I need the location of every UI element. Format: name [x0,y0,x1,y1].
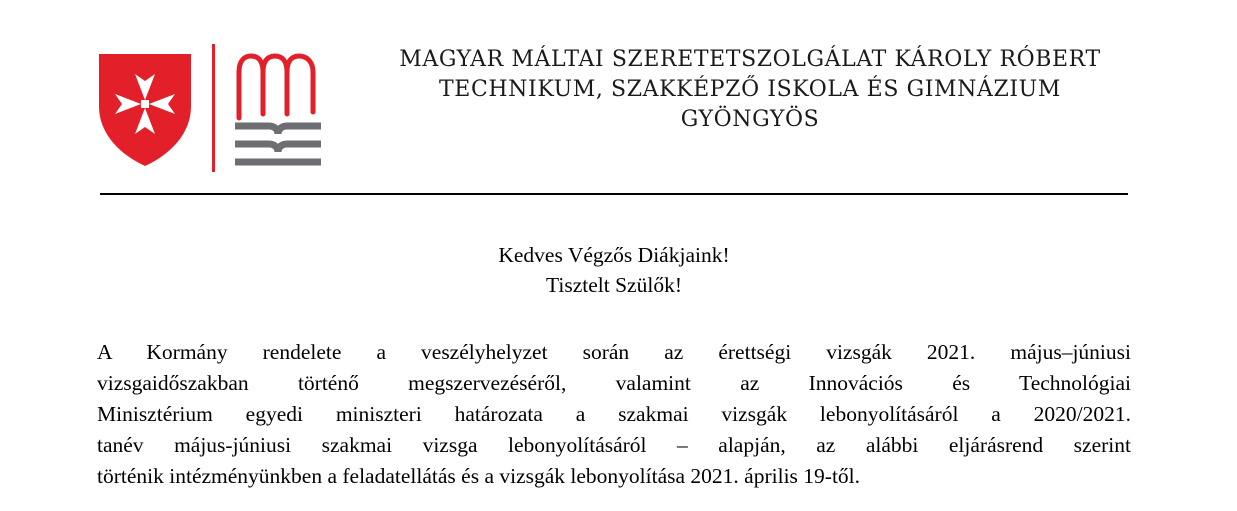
maltese-cross-shield-logo [97,52,193,168]
header-rule [100,193,1128,195]
paragraph-line-1: A Kormány rendelete a veszélyhelyzet során az érettségi vizsgák 2021. május–júniusi [97,340,1131,364]
school-name-line-2: TECHNIKUM, SZAKKÉPZŐ ISKOLA ÉS GIMNÁZIUM [439,77,1061,102]
paragraph-line-4: tanév május-júniusi szakmai vizsga lebonyolításáról – alapján, az alábbi eljárásrend szerint [97,433,1131,457]
paragraph-line-5: történik intézményünkben a feladatellátás és a vizsgák lebonyolítása 2021. április 19-től. [97,464,861,488]
greeting-parents: Tisztelt Szülők! [546,273,682,297]
school-name-line-3: GYÖNGYÖS [680,107,820,132]
letter-m-icon [239,56,313,118]
school-name-line-1: MAGYAR MÁLTAI SZERETETSZOLGÁLAT KÁROLY RÓBERT [399,47,1101,72]
book-m-logo [233,52,323,166]
greeting-students: Kedves Végzős Diákjaink! [498,243,730,267]
logo-divider [212,44,215,172]
paragraph-line-2: vizsgaidőszakban történő megszervezéséről, valamint az Innovációs és Technológiai [97,371,1131,395]
open-book-icon [235,126,321,162]
announcement-paragraph [97,337,1131,492]
school-name [360,45,1140,135]
greeting [100,240,1128,300]
paragraph-line-3: Minisztérium egyedi miniszteri határozata a szakmai vizsgák lebonyolításáról a 2020/2021. [97,402,1131,426]
